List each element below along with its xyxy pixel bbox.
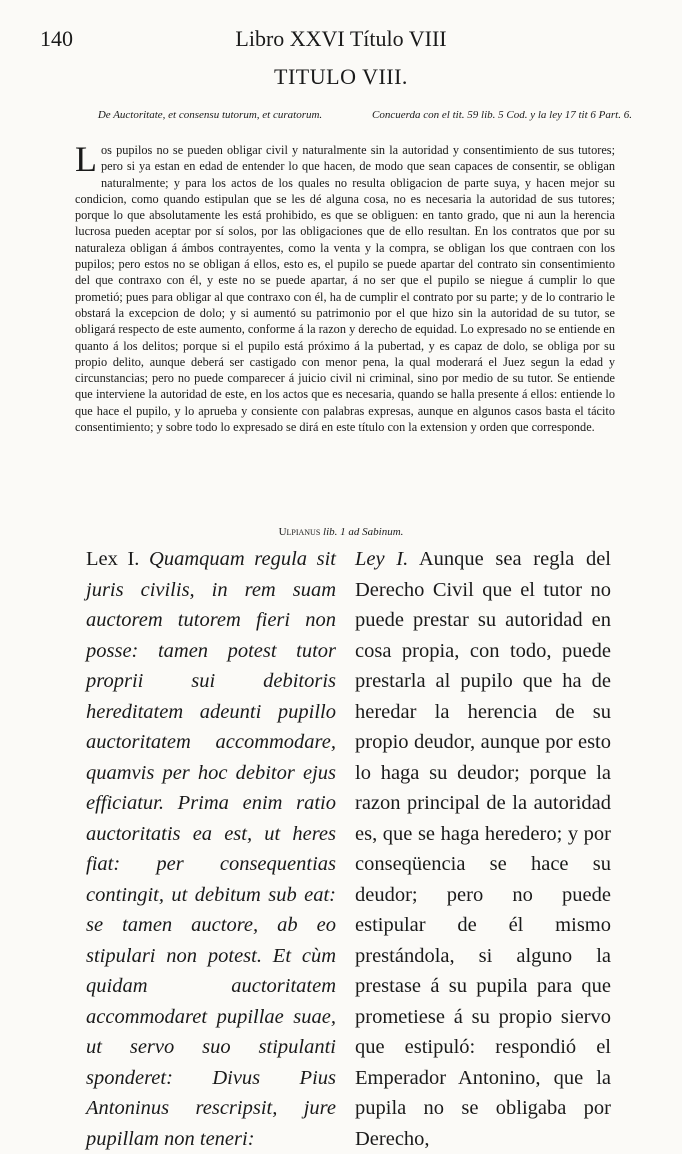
running-head: Libro XXVI Título VIII xyxy=(235,26,447,51)
subtitle-concordance: Concuerda con el tit. 59 lib. 5 Cod. y la ley 17 tit 6 Part. 6. xyxy=(372,109,632,121)
latin-column xyxy=(86,544,336,1154)
intro-text: os pupilos no se pueden obligar civil y naturalmente sin la autoridad y consentimiento de sus tutores; pero si ya estan en edad de entender lo que hacen, de modo que sean capaces de consentir, se obligan naturalmente; y para los actos de los quales no resulta obligacion de parte suya, y hacen mejor su condicion, como quando estipulan que se les dé alguna cosa, no es necesaria la autoridad de sus tutores; porque lo que absolutamente les está prohibido, es que se obliguen: en tanto grado, que ni aun la herencia lucrosa pueden aceptar por sí solos, por las obligaciones que de ello resultan. En los contratos que por su naturaleza obligan á ámbos contrayentes, como la venta y la compra, se obligan los que contraen con los pupilos; pero estos no se obligan á ellos, esto es, el pupilo se puede apartar del contrato sin consentimiento del que contraxo con él, y este no se puede apartar, á no ser que el pupilo se niegue á cumplir lo que prometió; pues para obligar al que contraxo con él, ha de cumplir el contrato por su parte; y de lo contrario le obstará la excepcion de dolo; y si aumentó su patrimonio por el que hizo sin la autoridad de su tutor, se obligará respecto de este aumento, conforme á la razon y derecho de equidad. Lo expresado no se entiende en quanto á los delitos; porque si el pupilo está próximo á la pubertad, y es capaz de dolo, se obliga por su propio delito, aunque deberá ser castigado con menor pena, la qual moderará el Juez segun la edad y circunstancias; pero no puede comparecer á juicio civil ni criminal, sino por medio de su tutor. Se entiende que interviene la autoridad de este, en los actos que es necesaria, quando se halla presente á ellos: entiende lo que hace el pupilo, y lo aprueba y consiente con palabras expresas, aunque en algunos casos basta el tácito consentimiento; y sobre todo lo expresado se dirá en este título con la extension y orden que corresponde. xyxy=(75,143,615,435)
spanish-text: Aunque sea regla del Derecho Civil que el tutor no puede prestar su autoridad en cosa propia, con todo, puede prestarla al pupilo que ha de heredar la herencia de su propio deudor, aunque por esto lo haga su deudor; porque la razon principal de la autoridad es, que se haga heredero; y por conseqüencia se hace su deudor; pero no puede estipular de él mismo prestándola, si alguno la prestase á su pupila para que prometiese á su propio siervo que estipuló: respondió el Emperador Antonino, que la pupila no se obligaba por Derecho, xyxy=(355,548,612,1150)
latin-text: Quamquam regula sit juris civilis, in rem suam auctorem tutorem fieri non posse: tamen potest tutor proprii sui debitoris hereditatem adeunti pupillo auctoritatem accommodare, quamvis per hoc debitor ejus efficiatur. Prima enim ratio auctoritatis ea est, ut heres fiat: per consequentias contingit, ut debitum sub eat: se tamen auctore, ab eo stipulari non potest. Et cùm quidam auctoritatem accommodaret pupillae suae, ut servo suo stipulanti sponderet: Divus Pius Antoninus rescripsit, jure pupillam non teneri: xyxy=(86,548,336,1150)
page-header xyxy=(40,26,642,56)
source-citation xyxy=(0,526,682,538)
section-title: TITULO VIII. xyxy=(274,64,408,89)
subtitle-latin: De Auctoritate, et consensu tutorum, et curatorum. xyxy=(97,109,323,121)
page-number: 140 xyxy=(40,26,73,51)
source-reference: lib. 1 ad Sabinum. xyxy=(323,526,404,538)
lex-label: Lex I. xyxy=(86,548,140,570)
ley-label: Ley I. xyxy=(355,548,409,570)
drop-cap: L xyxy=(75,139,97,179)
source-author: Ulpianus xyxy=(278,526,321,538)
spanish-column xyxy=(355,544,611,1154)
intro-paragraph xyxy=(75,139,615,435)
